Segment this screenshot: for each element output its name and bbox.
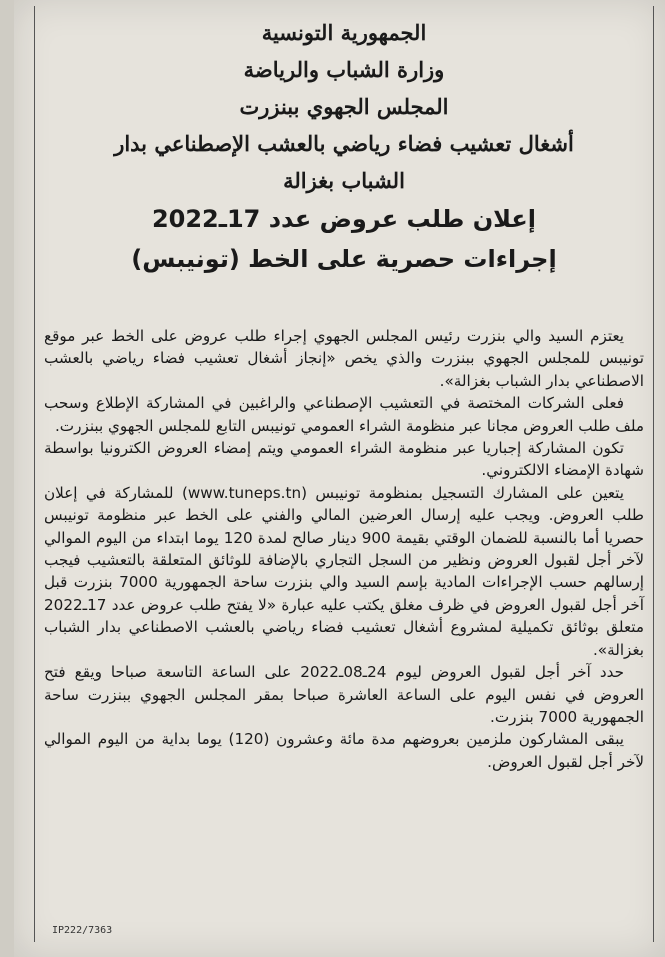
paragraph-companies: فعلى الشركات المختصة في التعشيب الإصطناعي والراغبين في المشاركة الإطلاع وسحب ملف طلب العروض مجانا عبر منظومة الشراء العمومي تونيبس التابع للمجلس الجهوي ببنزرت. [44,394,644,435]
header-council: المجلس الجهوي ببنزرت [239,94,449,119]
header-project-line2: الشباب بغزالة [283,168,405,193]
tender-title: إعلان طلب عروض عدد 17ـ2022 [151,205,537,233]
newspaper-page [14,0,665,957]
header-republic: الجمهورية التونسية [261,20,427,45]
announcement-header [44,14,644,279]
paragraph-validity: يبقى المشاركون ملزمين بعروضهم مدة مائة وعشرون (120) يوما بداية من اليوم الموالي لآخر أجل لقبول العروض. [44,730,644,771]
announcement [44,14,644,773]
header-project-line1: أشغال تعشيب فضاء رياضي بالعشب الإصطناعي بدار [114,131,574,156]
announcement-body [44,325,644,773]
reference-code: IP222/7363 [52,925,113,936]
paragraph-registration: يتعين على المشارك التسجيل بمنظومة تونيبس (www.tuneps.tn) للمشاركة في إعلان طلب العروض. ويجب عليه إرسال العرضين المالي والفني على الخط عبر منظومة تونيبس حصريا أما بالنسبة للضمان الوقتي بقيمة 900 دينار صالح لمدة 120 يوما ابتداء من اليوم الموالي لآخر أجل لقبول العروض ونظير من السجل التجاري بالإضافة للوثائق المتعلقة بالتعشيب فيجب إرسالهم حسب الإجراءات المادية بإسم السيد والي بنزرت ساحة الجمهورية 7000 بنزرت قبل آخر أجل لقبول العروض في ظرف مغلق يكتب عليه عبارة «لا يفتح طلب عروض عدد 17ـ2022 متعلق بوثائق تكميلية لمشروع أشغال تعشيب فضاء رياضي بالعشب الاصطناعي بدار الشباب بغزالة». [44,483,644,659]
paragraph-intro: يعتزم السيد والي بنزرت رئيس المجلس الجهوي إجراء طلب عروض على الخط عبر موقع تونيبس للمجلس الجهوي ببنزرت والذي يخص «إنجاز أشغال تعشيب فضاء رياضي بالعشب الاصطناعي بدار الشباب بغزالة». [44,327,644,390]
header-ministry: وزارة الشباب والرياضة [243,57,445,82]
paragraph-participation: تكون المشاركة إجباريا عبر منظومة الشراء العمومي ويتم إمضاء العروض الكترونيا بواسطة شهادة الإمضاء الالكتروني. [44,439,644,480]
paragraph-deadline: حدد آخر أجل لقبول العروض ليوم 24ـ08ـ2022 على الساعة التاسعة صباحا ويقع فتح العروض في نفس اليوم على الساعة العاشرة صباحا بمقر المجلس الجهوي ببنزرت ساحة الجمهورية 7000 بنزرت. [44,663,644,726]
tender-subtitle: إجراءات حصرية على الخط (تونيبس) [131,245,557,273]
